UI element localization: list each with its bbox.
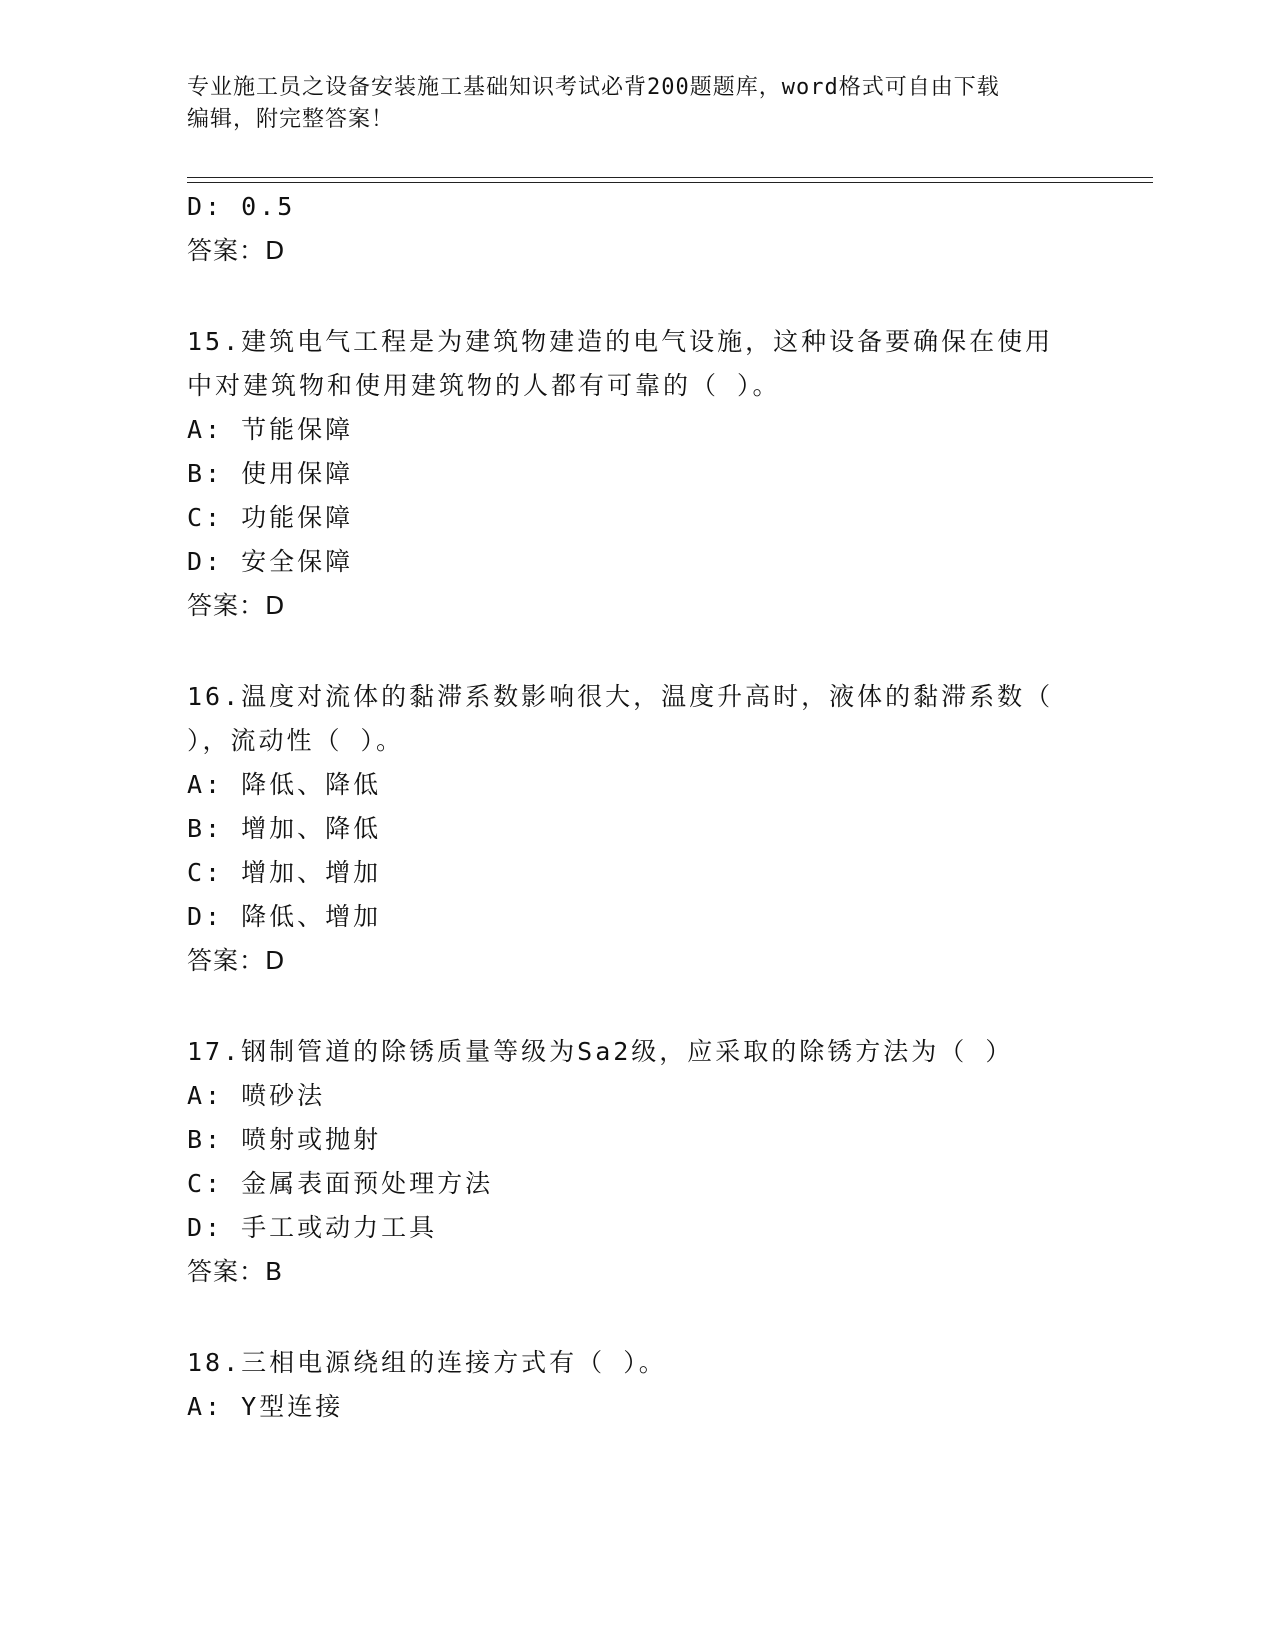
q15-option-b: B: 使用保障 bbox=[187, 459, 354, 488]
q17-stem-line1: 17.钢制管道的除锈质量等级为Sa2级，应采取的除锈方法为（ ） bbox=[187, 1037, 1014, 1066]
header-divider-top bbox=[187, 177, 1153, 178]
q15-option-d: D: 安全保障 bbox=[187, 547, 354, 576]
q15-stem-line2: 中对建筑物和使用建筑物的人都有可靠的（ ）。 bbox=[187, 371, 781, 400]
q16-answer: 答案：D bbox=[187, 946, 286, 975]
prev-option-d: D: 0.5 bbox=[187, 192, 296, 221]
prev-answer: 答案：D bbox=[187, 236, 286, 265]
q17-option-a: A: 喷砂法 bbox=[187, 1081, 326, 1110]
q17-answer: 答案：B bbox=[187, 1257, 284, 1286]
header-title-line2: 编辑，附完整答案！ bbox=[187, 107, 395, 132]
q16-stem-line1: 16.温度对流体的黏滞系数影响很大，温度升高时，液体的黏滞系数（ bbox=[187, 682, 1054, 711]
q16-option-d: D: 降低、增加 bbox=[187, 902, 382, 931]
q15-option-a: A: 节能保障 bbox=[187, 415, 354, 444]
header-divider-bottom bbox=[187, 182, 1153, 183]
q18-option-a: A: Y型连接 bbox=[187, 1392, 344, 1421]
q17-option-d: D: 手工或动力工具 bbox=[187, 1213, 438, 1242]
q15-answer: 答案：D bbox=[187, 591, 286, 620]
q17-option-b: B: 喷射或抛射 bbox=[187, 1125, 382, 1154]
q18-stem-line1: 18.三相电源绕组的连接方式有（ ）。 bbox=[187, 1348, 667, 1377]
q16-stem-line2: ），流动性（ ）。 bbox=[187, 726, 405, 755]
q16-option-c: C: 增加、增加 bbox=[187, 858, 382, 887]
document-header bbox=[187, 72, 1067, 136]
q16-option-a: A: 降低、降低 bbox=[187, 770, 382, 799]
q17-option-c: C: 金属表面预处理方法 bbox=[187, 1169, 494, 1198]
q15-option-c: C: 功能保障 bbox=[187, 503, 354, 532]
header-title-line1: 专业施工员之设备安装施工基础知识考试必背200题题库，word格式可自由下载 bbox=[187, 75, 1000, 100]
q16-option-b: B: 增加、降低 bbox=[187, 814, 382, 843]
q15-stem-line1: 15.建筑电气工程是为建筑物建造的电气设施，这种设备要确保在使用 bbox=[187, 327, 1054, 356]
